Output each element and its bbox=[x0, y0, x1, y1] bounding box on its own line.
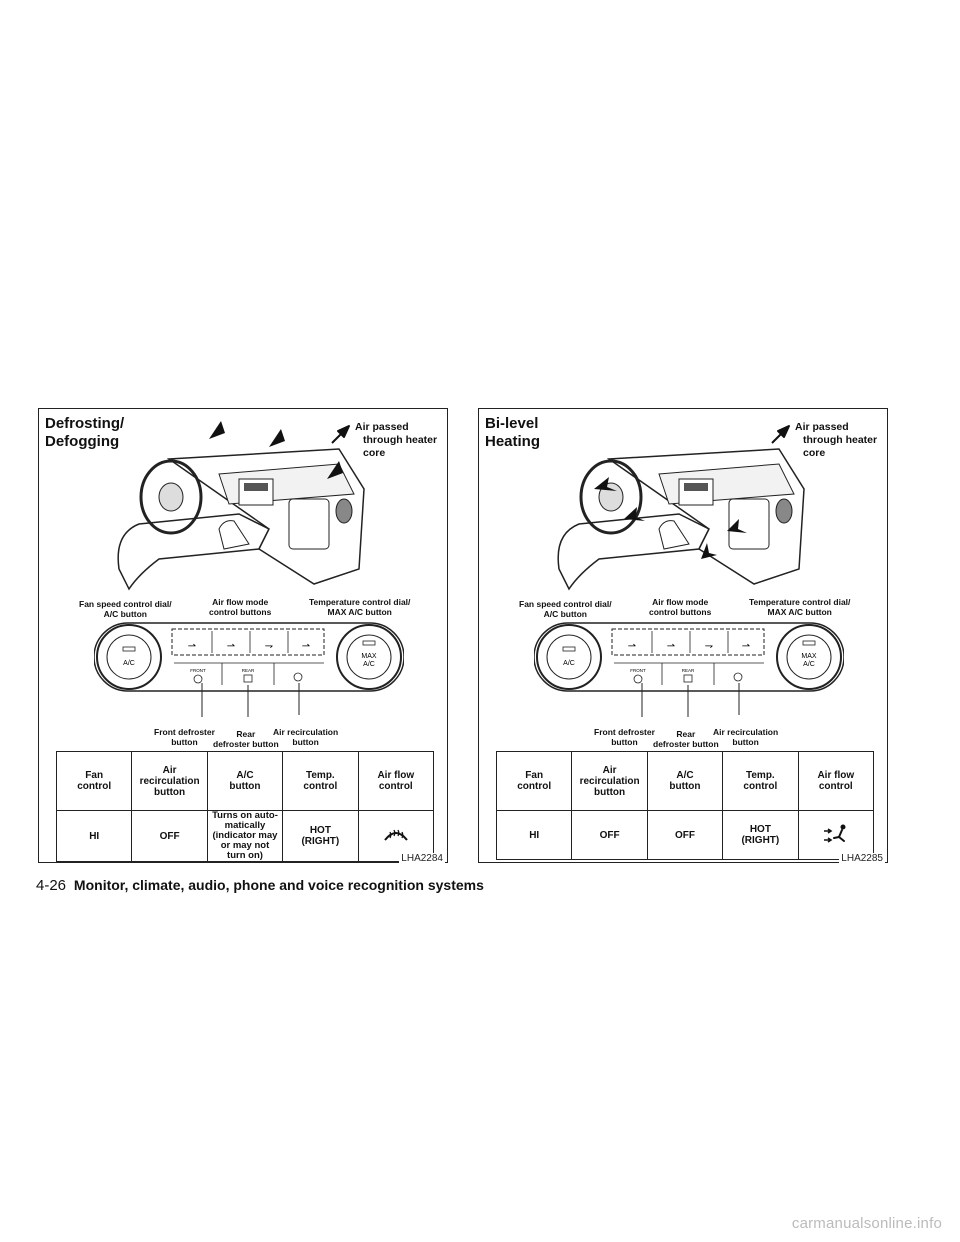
callout-line: defroster button bbox=[213, 739, 279, 749]
bi-level-icon bbox=[822, 823, 850, 845]
settings-table bbox=[56, 751, 434, 862]
header-cell bbox=[647, 752, 722, 811]
cell-line: HI bbox=[529, 829, 540, 841]
temp-dial-label: MAX bbox=[361, 653, 377, 660]
dashboard-illustration bbox=[99, 419, 379, 599]
cell-line: HI bbox=[89, 830, 100, 842]
callout-line: Front defroster bbox=[154, 727, 215, 737]
callout-line: defroster button bbox=[653, 739, 719, 749]
cell-line: turn on) bbox=[227, 850, 263, 861]
callout-line: MAX A/C button bbox=[767, 607, 832, 617]
cell-line: Air flow bbox=[377, 770, 415, 781]
fan-dial-label: A/C bbox=[563, 660, 575, 667]
cell-line: control bbox=[517, 781, 552, 792]
table-header-row bbox=[497, 752, 874, 811]
dashboard-illustration bbox=[539, 419, 819, 599]
callout-fan-speed bbox=[79, 599, 172, 619]
cell-line: button bbox=[229, 781, 261, 792]
cell-line: HOT bbox=[749, 824, 771, 835]
svg-text:⇀: ⇀ bbox=[301, 641, 311, 652]
callout-line: MAX A/C button bbox=[327, 607, 392, 617]
cell-line: A/C bbox=[236, 770, 254, 781]
temp-dial-label: MAX bbox=[801, 653, 817, 660]
cell-line: button bbox=[594, 786, 626, 798]
svg-text:⇁: ⇁ bbox=[264, 641, 274, 652]
header-cell bbox=[723, 752, 798, 811]
section-title: Monitor, climate, audio, phone and voice recognition systems bbox=[73, 877, 484, 893]
climate-control-panel bbox=[94, 621, 404, 721]
callout-line: button bbox=[611, 737, 638, 747]
callout-air-flow-mode bbox=[649, 597, 711, 617]
cell-line: (RIGHT) bbox=[301, 836, 340, 847]
cell-line: matically bbox=[224, 820, 266, 831]
cell-line: control bbox=[743, 781, 778, 792]
callout-line: Fan speed control dial/ bbox=[519, 599, 612, 609]
value-cell bbox=[207, 811, 282, 862]
settings-table bbox=[496, 751, 874, 860]
header-cell bbox=[798, 752, 873, 811]
table-row bbox=[497, 811, 874, 860]
cell-line: Air bbox=[162, 764, 177, 776]
table-row bbox=[57, 811, 434, 862]
callout-line: button bbox=[292, 737, 319, 747]
cell-line: (indicator may bbox=[212, 830, 278, 841]
value-cell bbox=[497, 811, 572, 860]
cell-line: Air flow bbox=[817, 770, 855, 781]
callout-rear-defroster bbox=[213, 729, 279, 749]
callout-line: Air recirculation bbox=[273, 727, 339, 737]
cell-line: Fan bbox=[85, 770, 104, 781]
legend-line: core bbox=[803, 447, 826, 459]
legend-line: through heater bbox=[363, 434, 438, 446]
cell-line: OFF bbox=[599, 829, 620, 841]
title-line: Bi-level bbox=[485, 415, 539, 432]
callout-recirculation bbox=[713, 727, 778, 747]
rear-label: REAR bbox=[241, 668, 255, 673]
temp-dial-label: A/C bbox=[363, 661, 375, 668]
figure-code: LHA2285 bbox=[841, 853, 883, 864]
cell-line: A/C bbox=[676, 770, 694, 781]
callout-recirculation bbox=[273, 727, 338, 747]
value-cell bbox=[283, 811, 358, 862]
callout-line: button bbox=[732, 737, 759, 747]
callout-line: A/C button bbox=[543, 609, 587, 619]
callout-line: Air flow mode bbox=[212, 597, 269, 607]
cell-line: HOT bbox=[309, 825, 331, 836]
cell-line: OFF bbox=[159, 830, 180, 842]
value-cell bbox=[723, 811, 798, 860]
callout-front-defroster bbox=[154, 727, 215, 747]
value-cell bbox=[647, 811, 722, 860]
callout-air-flow-mode bbox=[209, 597, 271, 617]
callout-rear-defroster bbox=[653, 729, 719, 749]
defroster-icon bbox=[382, 824, 410, 846]
cell-line: OFF bbox=[674, 829, 695, 841]
page-number: 4-26 bbox=[36, 877, 67, 894]
cell-line: Temp. bbox=[746, 770, 775, 781]
cell-line: Air bbox=[602, 764, 617, 776]
callout-front-defroster bbox=[594, 727, 655, 747]
callout-line: Temperature control dial/ bbox=[749, 597, 851, 607]
front-label: FRONT bbox=[630, 668, 646, 673]
header-cell bbox=[497, 752, 572, 811]
cell-line: (RIGHT) bbox=[741, 835, 780, 846]
cell-line: control bbox=[303, 781, 338, 792]
svg-text:⇀: ⇀ bbox=[627, 641, 637, 652]
callout-line: control buttons bbox=[649, 607, 712, 617]
title-line: Heating bbox=[485, 433, 541, 450]
cell-line: recirculation bbox=[579, 775, 640, 787]
legend-line: through heater bbox=[803, 434, 878, 446]
watermark: carmanualsonline.info bbox=[791, 1215, 942, 1232]
climate-control-panel bbox=[534, 621, 844, 721]
cell-line: control bbox=[818, 781, 853, 792]
front-label: FRONT bbox=[190, 668, 206, 673]
table-header-row bbox=[57, 752, 434, 811]
header-cell bbox=[572, 752, 647, 811]
callout-line: Air flow mode bbox=[652, 597, 709, 607]
fan-dial-label: A/C bbox=[123, 660, 135, 667]
title-line: Defogging bbox=[45, 433, 120, 450]
callout-line: Front defroster bbox=[594, 727, 655, 737]
cell-line: Fan bbox=[525, 770, 544, 781]
svg-text:⇀: ⇀ bbox=[741, 641, 751, 652]
callout-line: A/C button bbox=[103, 609, 147, 619]
callout-fan-speed bbox=[519, 599, 612, 619]
callout-line: button bbox=[171, 737, 198, 747]
callout-line: Fan speed control dial/ bbox=[79, 599, 172, 609]
legend-line: core bbox=[363, 447, 386, 459]
svg-text:⇀: ⇀ bbox=[666, 641, 676, 652]
legend-line: Air passed bbox=[795, 421, 849, 433]
cell-line: recirculation bbox=[139, 775, 200, 787]
cell-line: control bbox=[378, 781, 413, 792]
cell-line: or may not bbox=[220, 840, 270, 851]
legend-line: Air passed bbox=[355, 421, 409, 433]
value-cell bbox=[572, 811, 647, 860]
callout-line: Temperature control dial/ bbox=[309, 597, 411, 607]
cell-line: control bbox=[77, 781, 112, 792]
callout-temperature bbox=[749, 597, 850, 617]
callout-temperature bbox=[309, 597, 410, 617]
cell-line: Temp. bbox=[306, 770, 335, 781]
panel-title bbox=[485, 415, 540, 451]
callout-line: Rear bbox=[236, 729, 256, 739]
value-cell bbox=[132, 811, 207, 862]
header-cell bbox=[358, 752, 433, 811]
svg-text:⇀: ⇀ bbox=[226, 641, 236, 652]
temp-dial-label: A/C bbox=[803, 661, 815, 668]
header-cell bbox=[283, 752, 358, 811]
rear-label: REAR bbox=[681, 668, 695, 673]
svg-text:⇀: ⇀ bbox=[187, 641, 197, 652]
diagram-panel-defrosting bbox=[38, 408, 448, 863]
callout-line: control buttons bbox=[209, 607, 272, 617]
cell-line: button bbox=[154, 786, 186, 798]
value-cell bbox=[57, 811, 132, 862]
figure-code: LHA2284 bbox=[401, 853, 443, 864]
header-cell bbox=[132, 752, 207, 811]
svg-text:⇁: ⇁ bbox=[704, 641, 714, 652]
callout-line: Rear bbox=[676, 729, 696, 739]
callout-line: Air recirculation bbox=[713, 727, 779, 737]
header-cell bbox=[57, 752, 132, 811]
page-footer bbox=[36, 877, 484, 894]
cell-line: Turns on auto- bbox=[212, 810, 278, 821]
cell-line: button bbox=[669, 781, 701, 792]
header-cell bbox=[207, 752, 282, 811]
diagram-panel-bi-level-heating bbox=[478, 408, 888, 863]
title-line: Defrosting/ bbox=[45, 415, 125, 432]
